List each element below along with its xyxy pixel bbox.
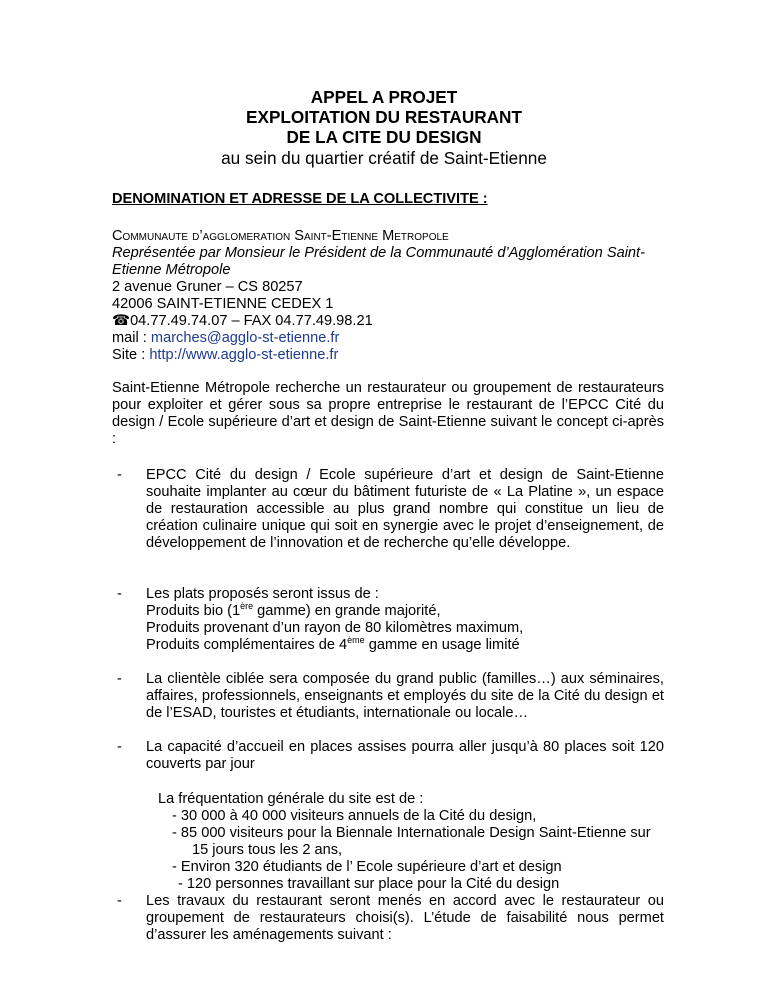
address-block <box>112 228 672 364</box>
city-address: 42006 SAINT-ETIENNE CEDEX 1 <box>112 296 334 312</box>
bullet-works <box>112 893 664 944</box>
freq-item-3: - Environ 320 étudiants de l’ Ecole supérieure d’art et design <box>172 859 562 875</box>
dishes-line-2 <box>146 603 664 620</box>
freq-item-4: - 120 personnes travaillant sur place pour la Cité du design <box>178 876 560 892</box>
bullet-concept <box>112 467 664 552</box>
street-address: 2 avenue Gruner – CS 80257 <box>112 279 303 295</box>
bullet-works-text: Les travaux du restaurant seront menés en accord avec le restaurateur ou groupement de restaurateurs choisi(s). L’étude de faisabilité nous permet d’assurer les aménagements suivant : <box>146 893 664 943</box>
dishes-line-2-sup: ère <box>240 601 254 612</box>
dishes-line-4 <box>146 637 664 654</box>
title-line-1: APPEL A PROJET <box>310 87 458 107</box>
bullet-capacity <box>112 739 664 773</box>
freq-item-2-cont: 15 jours tous les 2 ans, <box>192 842 343 858</box>
bullet-dash: - <box>117 586 122 602</box>
title-line-3: DE LA CITE DU DESIGN <box>286 127 482 147</box>
bullet-dash: - <box>117 671 122 687</box>
phone-line <box>112 313 672 330</box>
dishes-line-2b: gamme) en grande majorité, <box>253 603 441 619</box>
dishes-line-4a: Produits complémentaires de 4 <box>146 637 348 653</box>
bullet-clientele-text: La clientèle ciblée sera composée du grand public (familles…) aux séminaires, affaires, professionnels, enseignants et employés du site de la Cité du design et de l’ESAD, touristes et étudiants, internationale ou locale… <box>146 671 664 721</box>
document-title <box>0 87 768 169</box>
dishes-line-4-sup: ème <box>347 635 365 646</box>
bullet-dishes <box>112 586 664 654</box>
org-name: Communaute d’agglomeration Saint-Etienne Metropole <box>112 228 449 244</box>
phone-text: 04.77.49.74.07 – FAX 04.77.49.98.21 <box>130 313 373 329</box>
frequentation-block <box>112 791 664 893</box>
bullet-dash: - <box>117 739 122 755</box>
mail-line <box>112 330 672 347</box>
mail-label: mail : <box>112 330 151 346</box>
site-link[interactable]: http://www.agglo-st-etienne.fr <box>149 347 339 363</box>
dishes-line-1: Les plats proposés seront issus de : <box>146 586 379 602</box>
site-line <box>112 347 672 364</box>
represented-by: Représentée par Monsieur le Président de la Communauté d’Agglomération Saint-Etienne Métropole <box>112 245 645 278</box>
bullet-capacity-text: La capacité d’accueil en places assises pourra aller jusqu’à 80 places soit 120 couverts par jour <box>146 739 664 772</box>
phone-icon: ☎ <box>112 313 131 329</box>
dishes-line-3: Produits provenant d’un rayon de 80 kilomètres maximum, <box>146 620 524 636</box>
bullet-dishes-text <box>146 586 664 654</box>
bullet-clientele <box>112 671 664 722</box>
freq-item-2: - 85 000 visiteurs pour la Biennale Internationale Design Saint-Etienne sur <box>172 825 651 841</box>
title-line-2: EXPLOITATION DU RESTAURANT <box>246 107 522 127</box>
bullet-dash: - <box>117 467 122 483</box>
mail-link[interactable]: marches@agglo-st-etienne.fr <box>150 330 340 346</box>
bullet-dash: - <box>117 893 122 909</box>
site-label: Site : <box>112 347 150 363</box>
title-subtitle: au sein du quartier créatif de Saint-Etienne <box>221 148 547 168</box>
section-heading: DENOMINATION ET ADRESSE DE LA COLLECTIVITE : <box>112 191 488 207</box>
intro-paragraph: Saint-Etienne Métropole recherche un restaurateur ou groupement de restaurateurs pour exploiter et gérer sous sa propre entreprise le restaurant de l’EPCC Cité du design / Ecole supérieure d’art et design de Saint-Etienne suivant le concept ci-après : <box>112 380 664 447</box>
freq-intro: La fréquentation générale du site est de : <box>158 791 424 807</box>
bullet-concept-text: EPCC Cité du design / Ecole supérieure d’art et design de Saint-Etienne souhaite implanter au cœur du bâtiment futuriste de « La Platine », un espace de restauration accessible au plus grand nombre qui constitue un lieu de création culinaire unique qui soit en synergie avec le projet d’enseignement, de développement de l’innovation et de recherche qu’elle développe. <box>146 467 664 551</box>
freq-item-1: - 30 000 à 40 000 visiteurs annuels de la Cité du design, <box>172 808 537 824</box>
dishes-line-4b: gamme en usage limité <box>364 637 520 653</box>
dishes-line-2a: Produits bio (1 <box>146 603 241 619</box>
